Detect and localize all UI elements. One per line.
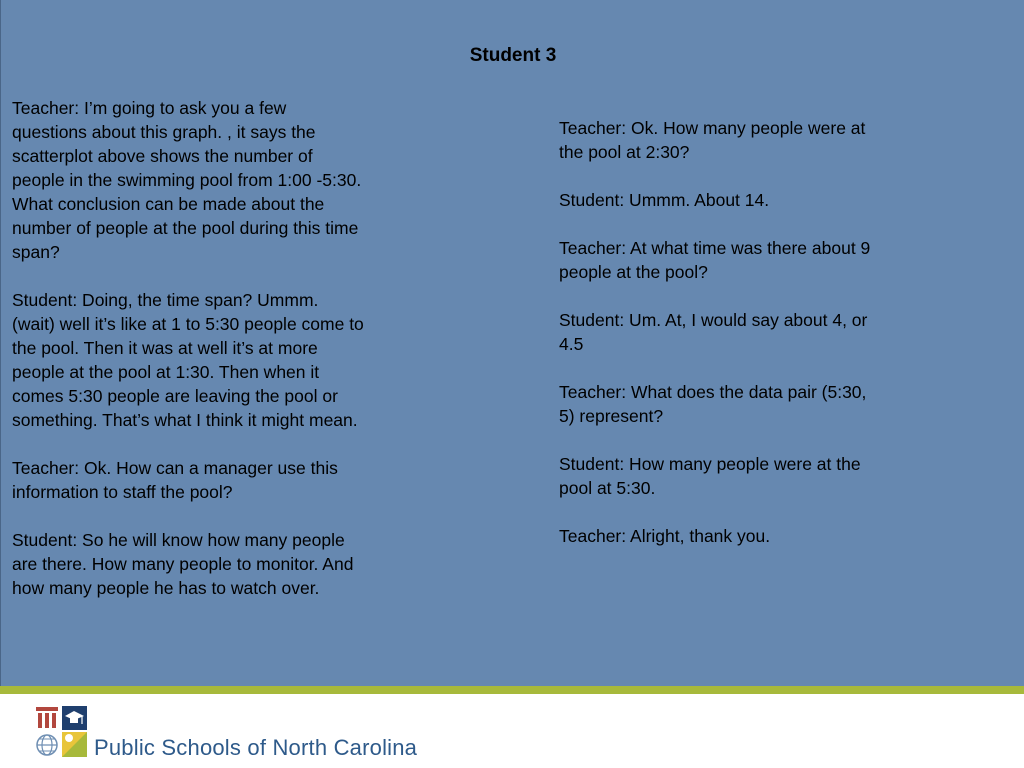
dialogue-paragraph: Student: How many people were at the pool at 5:30.	[559, 454, 861, 498]
dialogue-paragraph: Student: So he will know how many people are there. How many people to monitor. And how many people he has to watch over.	[12, 530, 354, 598]
dialogue-paragraph: Teacher: I’m going to ask you a few questions about this graph. , it says the scatterplot above shows the number of people in the swimming pool from 1:00 -5:30. What conclusion can be made about the number of people at the pool during this time span?	[12, 98, 362, 262]
footer-accent-rule	[0, 686, 1024, 694]
dialogue-paragraph: Student: Doing, the time span? Ummm. (wait) well it’s like at 1 to 5:30 people come to the pool. Then it was at well it’s at more people at the pool at 1:30. Then when it comes 5:30 people are leaving the pool or something. That’s what I think it might mean.	[12, 290, 364, 430]
ncdpi-logo-icon	[34, 704, 90, 760]
dialogue-paragraph: Teacher: Alright, thank you.	[559, 526, 771, 546]
dialogue-paragraph: Teacher: Ok. How can a manager use this information to staff the pool?	[12, 458, 338, 502]
right-dialogue-column	[559, 116, 879, 572]
slide-title: Student 3	[469, 45, 557, 66]
left-dialogue-column	[12, 96, 364, 624]
dialogue-paragraph: Student: Um. At, I would say about 4, or 4.5	[559, 310, 868, 354]
dialogue-paragraph: Teacher: At what time was there about 9 people at the pool?	[559, 238, 871, 282]
dialogue-paragraph: Teacher: What does the data pair (5:30, 5) represent?	[559, 382, 867, 426]
dialogue-paragraph: Student: Ummm. About 14.	[559, 190, 770, 210]
footer	[0, 694, 1024, 768]
dialogue-paragraph: Teacher: Ok. How many people were at the pool at 2:30?	[559, 118, 866, 162]
logo-text: Public Schools of North Carolina	[94, 735, 418, 760]
